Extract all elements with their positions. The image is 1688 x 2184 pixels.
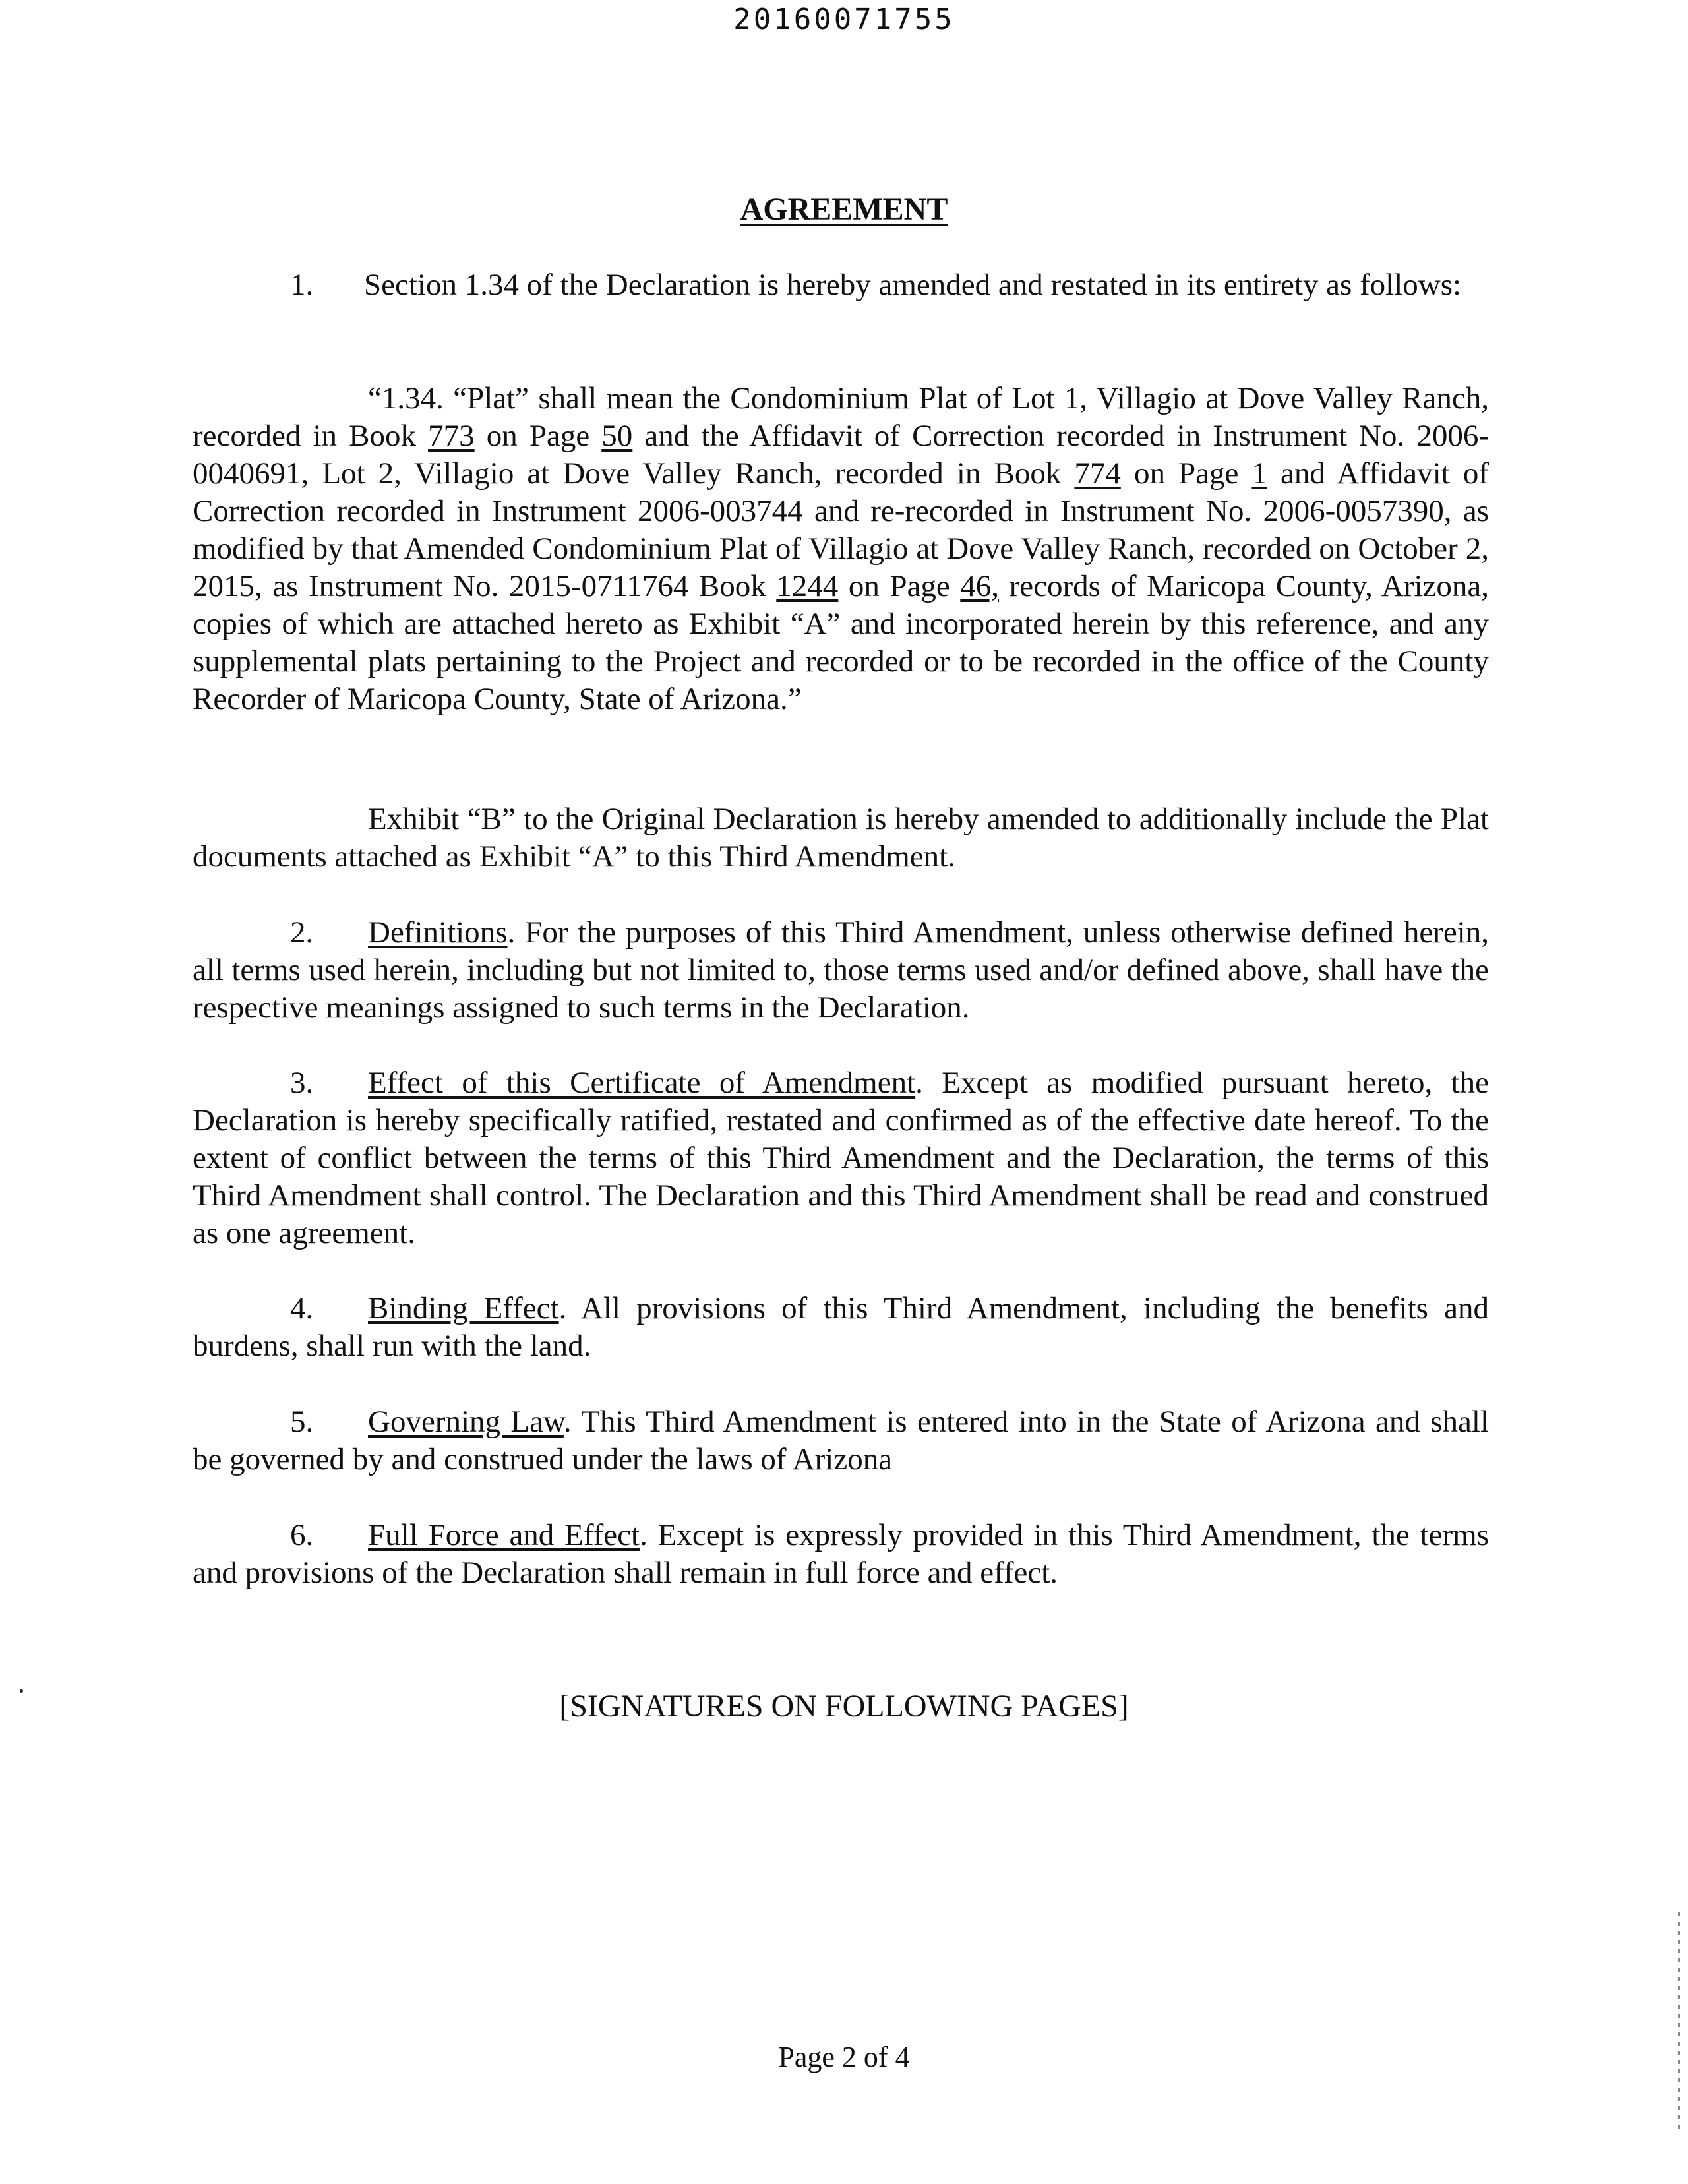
book-773: 773 xyxy=(428,419,475,453)
page-1: 1 xyxy=(1251,456,1267,491)
section-6-number: 6. xyxy=(290,1518,314,1552)
quote-text: records of Maricopa County, Arizona, copies of which are attached hereto as Exhibit “A” and incorporated herein by this reference, and any supplemental plats pertaining to the Project and recorded or to be recorded in the office of the County Recorder of Maricopa County, State of Arizona.” xyxy=(193,569,1489,716)
section-6-text: . Except is expressly provided in this Third Amendment, the terms and provisions of the Declaration shall remain in full force and effect. xyxy=(193,1518,1489,1590)
section-2-heading: Definitions xyxy=(368,915,508,950)
section-4 xyxy=(193,1290,1489,1365)
quote-text: “1.34. “Plat” shall mean the Condominium Plat of Lot 1, Villagio at Dove Valley Ranch, recorded in Book xyxy=(193,381,1489,453)
section-3-number: 3. xyxy=(290,1066,314,1100)
section-6 xyxy=(193,1517,1489,1592)
scan-edge-mark xyxy=(1678,1912,1680,2130)
section-2 xyxy=(193,914,1489,1027)
quote-text: on Page xyxy=(838,569,961,603)
page-title: AGREEMENT xyxy=(740,192,948,227)
quote-text: on Page xyxy=(474,419,602,453)
plat-definition-quote xyxy=(193,380,1489,718)
section-2-number: 2. xyxy=(290,915,314,950)
section-5-number: 5. xyxy=(290,1405,314,1439)
signatures-note: [SIGNATURES ON FOLLOWING PAGES] xyxy=(559,1689,1129,1724)
section-2-text: . For the purposes of this Third Amendment, unless otherwise defined herein, all terms used herein, including but not limited to, those terms used and/or defined above, shall have the respective meanings assigned to such terms in the Declaration. xyxy=(193,915,1489,1025)
section-3-heading: Effect of this Certificate of Amendment xyxy=(368,1066,916,1100)
quote-text: and the Affidavit of Correction recorded in Instrument No. 2006-0040691, Lot 2, Villagio at Dove Valley Ranch, recorded in Book xyxy=(193,419,1489,491)
scan-speck xyxy=(20,1689,23,1693)
section-3 xyxy=(193,1064,1489,1252)
section-3-text: . Except as modified pursuant hereto, the Declaration is hereby specifically ratified, restated and confirmed as of the effective date hereof. To the extent of conflict between the terms of this Third Amendment and the Declaration, the terms of this Third Amendment shall control. The Declaration and this Third Amendment shall be read and construed as one agreement. xyxy=(193,1066,1489,1250)
section-5 xyxy=(193,1403,1489,1478)
book-774: 774 xyxy=(1074,456,1121,491)
section-4-heading: Binding Effect xyxy=(368,1291,559,1325)
recording-number: 20160071755 xyxy=(733,3,955,36)
section-6-heading: Full Force and Effect xyxy=(368,1518,640,1552)
section-4-text: . All provisions of this Third Amendment, including the benefits and burdens, shall run with the land. xyxy=(193,1291,1489,1363)
section-4-number: 4. xyxy=(290,1291,314,1325)
page-50: 50 xyxy=(601,419,633,453)
page-46: 46, xyxy=(960,569,1000,603)
section-5-heading: Governing Law xyxy=(368,1405,564,1439)
quote-text: on Page xyxy=(1120,456,1252,491)
section-1-text: Section 1.34 of the Declaration is hereby amended and restated in its entirety as follows: xyxy=(364,268,1462,302)
section-1 xyxy=(193,266,1489,304)
quote-text: and Affidavit of Correction recorded in Instrument 2006-003744 and re-recorded in Instrument No. 2006-0057390, as modified by that Amended Condominium Plat of Villagio at Dove Valley Ranch, recorded on October 2, 2015, as Instrument No. 2015-0711764 Book xyxy=(193,456,1489,603)
page-number: Page 2 of 4 xyxy=(778,2041,910,2073)
section-5-text: . This Third Amendment is entered into in the State of Arizona and shall be governed by and construed under the laws of Arizona xyxy=(193,1405,1489,1476)
section-1-number: 1. xyxy=(290,268,314,302)
exhibit-b-paragraph: Exhibit “B” to the Original Declaration is hereby amended to additionally include the Plat documents attached as Exhibit “A” to this Third Amendment. xyxy=(193,802,1489,874)
book-1244: 1244 xyxy=(776,569,839,603)
